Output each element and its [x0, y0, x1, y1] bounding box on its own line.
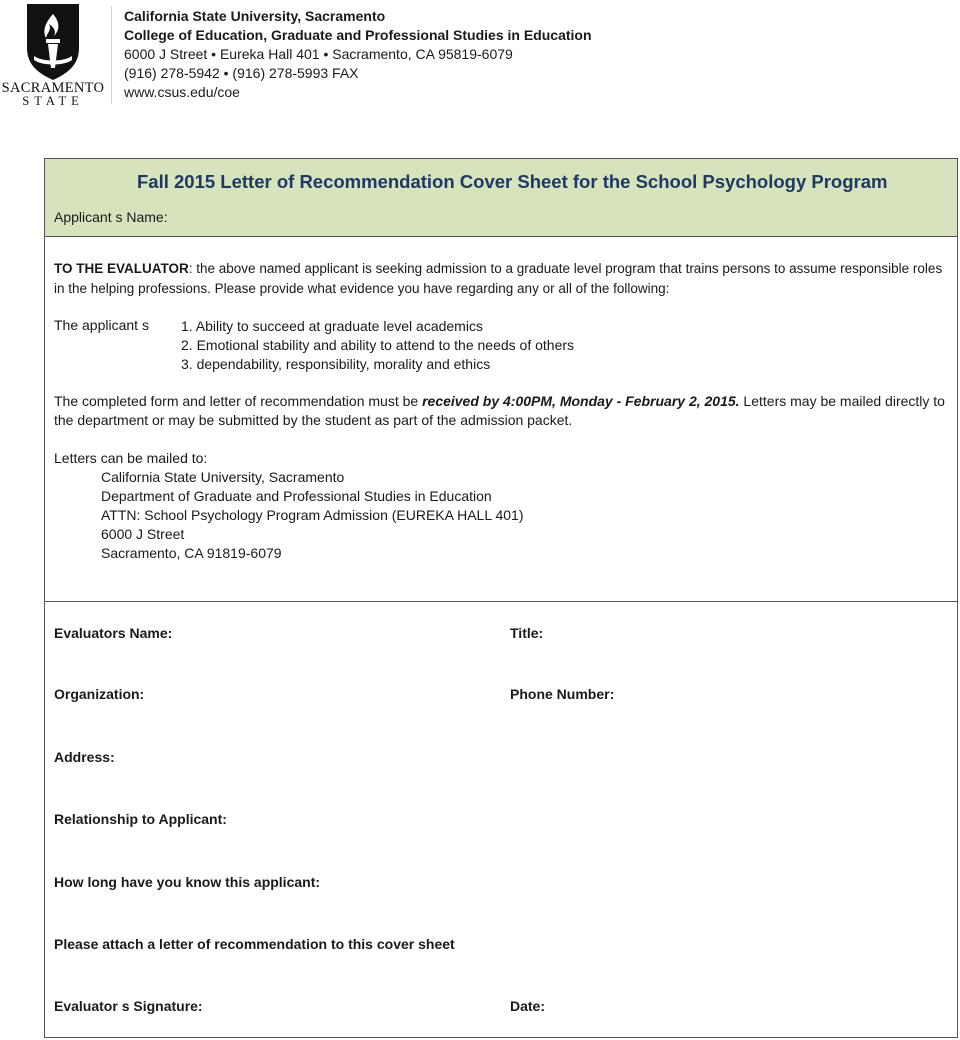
street-address: 6000 J Street • Eureka Hall 401 • Sacramento, CA 95819-6079 [124, 46, 513, 62]
evaluator-instructions [54, 259, 950, 298]
applicant-qualities-label: The applicant s [54, 317, 149, 333]
header-divider [111, 6, 112, 104]
mailing-address [101, 468, 524, 563]
form-title: Fall 2015 Letter of Recommendation Cover Sheet for the School Psychology Program [137, 171, 888, 192]
university-logo [0, 0, 112, 112]
evaluator-title-field[interactable]: Title: [510, 625, 544, 641]
college-name: College of Education, Graduate and Professional Studies in Education [124, 27, 592, 43]
logo-wordmark-line1: SACRAMENTO [1, 80, 105, 96]
university-name: California State University, Sacramento [124, 8, 386, 24]
acquaintance-duration-field[interactable]: How long have you know this applicant: [54, 874, 321, 890]
deadline-text-before: The completed form and letter of recommendation must be [54, 393, 423, 409]
qualities-list [181, 317, 574, 374]
mailing-lead: Letters can be mailed to: [54, 450, 208, 466]
mailing-line: 6000 J Street [101, 526, 185, 542]
organization-field[interactable]: Organization: [54, 686, 145, 702]
mailing-line: Sacramento, CA 91819-6079 [101, 545, 282, 561]
mailing-line: California State University, Sacramento [101, 469, 345, 485]
attachment-instruction: Please attach a letter of recommendation to this cover sheet [54, 936, 455, 952]
phone-number-field[interactable]: Phone Number: [510, 686, 615, 702]
evaluator-name-field[interactable]: Evaluators Name: [54, 625, 173, 641]
logo-wordmark-line2: STATE [22, 94, 84, 108]
cover-sheet-form [44, 158, 958, 1038]
phone-numbers: (916) 278-5942 • (916) 278-5993 FAX [124, 65, 359, 81]
mailing-line: ATTN: School Psychology Program Admission (EUREKA HALL 401) [101, 507, 524, 523]
evaluator-instructions-text: : the above named applicant is seeking admission to a graduate level program that trains persons to assume responsible roles in the helping professions. Please provide what evidence you have regarding any or all of the following: [54, 261, 943, 296]
address-field[interactable]: Address: [54, 749, 115, 765]
deadline-notice [54, 392, 952, 430]
website: www.csus.edu/coe [124, 84, 240, 100]
torch-logo-icon [0, 0, 106, 82]
deadline-date: received by 4:00PM, Monday - February 2, 2015. [422, 393, 740, 409]
relationship-field[interactable]: Relationship to Applicant: [54, 811, 227, 827]
form-banner [45, 159, 957, 237]
section-divider [45, 601, 957, 602]
applicant-name-label: Applicant s Name: [54, 209, 168, 225]
list-item: 2. Emotional stability and ability to attend to the needs of others [181, 337, 575, 353]
evaluator-heading: TO THE EVALUATOR [54, 261, 189, 276]
mailing-line: Department of Graduate and Professional Studies in Education [101, 488, 492, 504]
list-item: 1. Ability to succeed at graduate level academics [181, 318, 483, 334]
letterhead [124, 7, 592, 102]
signature-field[interactable]: Evaluator s Signature: [54, 998, 203, 1014]
deadline-text-after: Letters may be mailed directly to the department or may be submitted by the student as part of the admission packet. [54, 393, 945, 428]
date-field[interactable]: Date: [510, 998, 546, 1014]
list-item: 3. dependability, responsibility, morality and ethics [181, 356, 491, 372]
